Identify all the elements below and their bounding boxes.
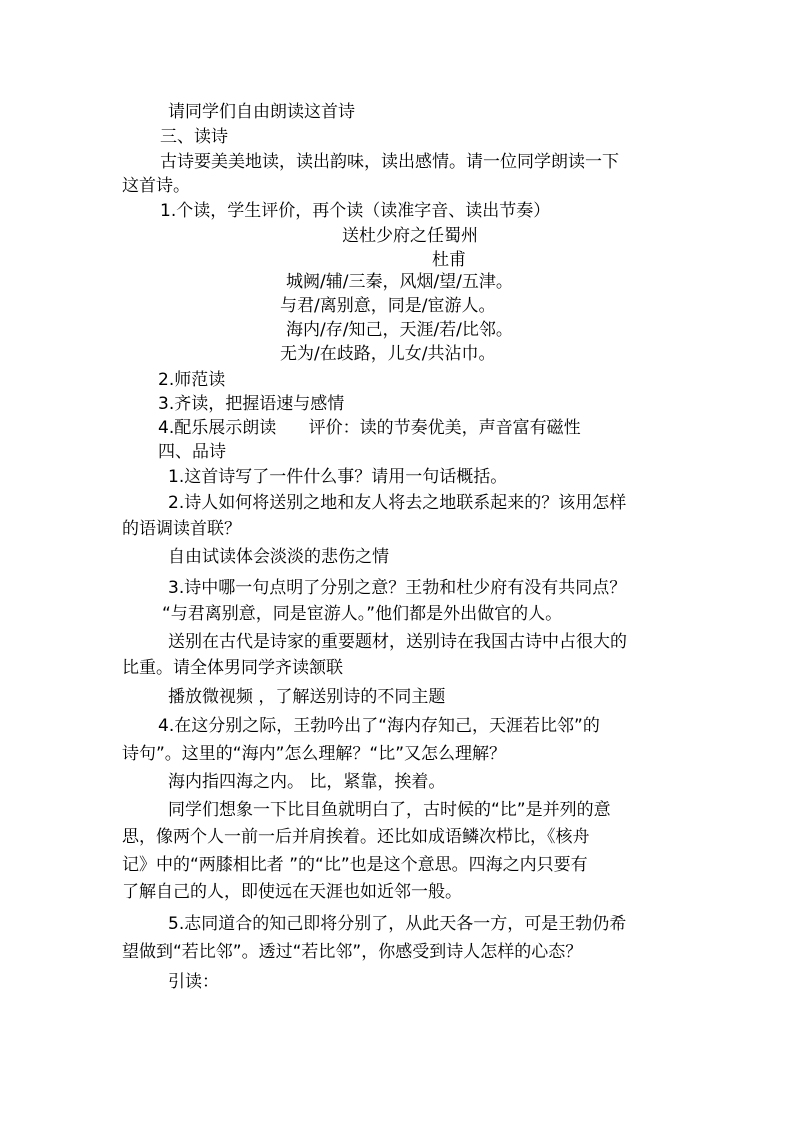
list-item: 2.师范读 bbox=[158, 370, 226, 390]
list-item: 1.个读，学生评价，再个读（读准字音、读出节奏） bbox=[160, 201, 551, 221]
poem-line: 海内/存/知己，天涯/若/比邻。 bbox=[286, 320, 513, 340]
paragraph-line: 这首诗。 bbox=[122, 176, 190, 196]
list-item: 3.齐读，把握语速与感情 bbox=[158, 394, 345, 414]
paragraph-line: 了解自己的人，即使远在天涯也如近邻一般。 bbox=[122, 882, 462, 902]
paragraph-line: 诗句”。这里的“海内”怎么理解？“比”又怎么理解？ bbox=[122, 744, 507, 764]
list-item: 4.配乐展示朗读 评价：读的节奏优美，声音富有磁性 bbox=[158, 418, 581, 438]
poem-line: 城阙/辅/三秦，风烟/望/五津。 bbox=[286, 272, 513, 292]
paragraph-line: 望做到“若比邻”。透过“若比邻”，你感受到诗人怎样的心态？ bbox=[122, 942, 583, 962]
poem-line: 与君/离别意，同是/宦游人。 bbox=[280, 296, 496, 316]
question-item: 3.诗中哪一句点明了分别之意？王勃和杜少府有没有共同点？ bbox=[168, 578, 627, 598]
paragraph-line: 播放微视频 ，了解送别诗的不同主题 bbox=[168, 687, 446, 707]
paragraph-line: 同学们想象一下比目鱼就明白了，古时候的“比”是并列的意 bbox=[168, 800, 611, 820]
instruction-read-freely: 请同学们自由朗读这首诗 bbox=[168, 102, 355, 122]
paragraph-line: 记》中的“两膝相比者 ”的“比”也是这个意思。四海之内只要有 bbox=[122, 855, 588, 875]
poem-author: 杜甫 bbox=[432, 250, 466, 270]
paragraph-line: 海内指四海之内。 比，紧靠，挨着。 bbox=[168, 772, 446, 792]
question-item: 4.在这分别之际，王勃吟出了“海内存知己，天涯若比邻”的 bbox=[158, 716, 600, 736]
question-item: 2.诗人如何将送别之地和友人将去之地联系起来的？该用怎样 bbox=[168, 493, 627, 513]
section-heading-appreciate-poem: 四、品诗 bbox=[158, 442, 226, 462]
paragraph-line: “与君离别意，同是宦游人。”他们都是外出做官的人。 bbox=[162, 604, 563, 624]
poem-line: 无为/在歧路，儿女/共沾巾。 bbox=[280, 344, 496, 364]
paragraph-line: 比重。请全体男同学齐读颔联 bbox=[122, 658, 343, 678]
paragraph-line: 的语调读首联？ bbox=[122, 519, 241, 539]
paragraph-line: 送别在古代是诗家的重要题材，送别诗在我国古诗中占很大的 bbox=[168, 632, 627, 652]
question-item: 5.志同道合的知己即将分别了，从此天各一方，可是王勃仍希 bbox=[168, 914, 627, 934]
section-heading-read-poem: 三、读诗 bbox=[160, 127, 228, 147]
poem-title: 送杜少府之任蜀州 bbox=[342, 226, 478, 246]
paragraph-line: 自由试读体会淡淡的悲伤之情 bbox=[168, 547, 389, 567]
paragraph-line: 思，像两个人一前一后并肩挨着。还比如成语鳞次栉比，《核舟 bbox=[122, 827, 590, 847]
paragraph-line: 古诗要美美地读，读出韵味，读出感情。请一位同学朗读一下 bbox=[160, 152, 619, 172]
question-item: 1.这首诗写了一件什么事？请用一句话概括。 bbox=[168, 467, 508, 487]
paragraph-line: 引读： bbox=[168, 972, 219, 992]
